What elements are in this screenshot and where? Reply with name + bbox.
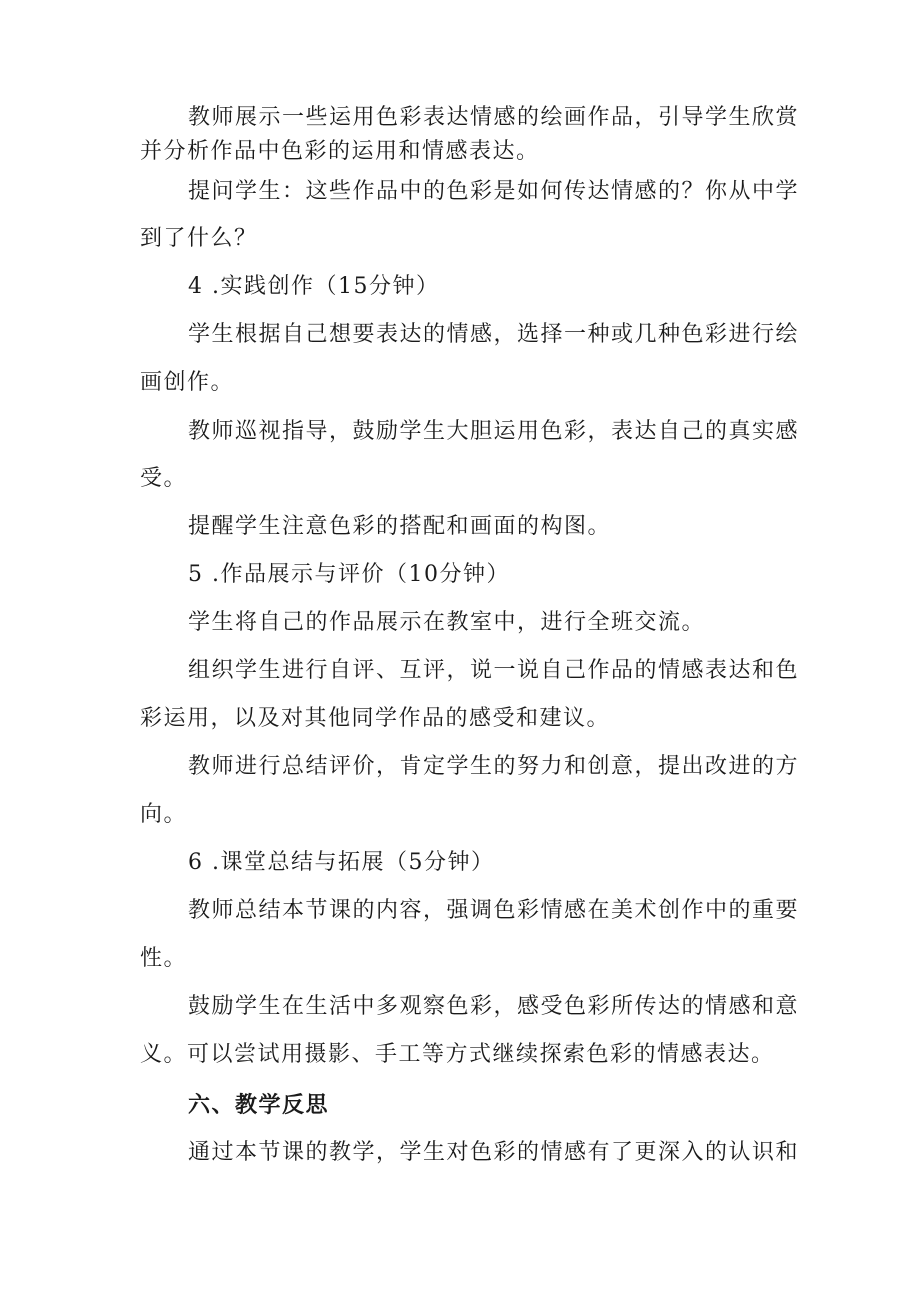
paragraph-line: 向。 (140, 802, 188, 827)
paragraph-line: 受。 (140, 466, 188, 491)
paragraph-line: 鼓励学生在生活中多观察色彩，感受色彩所传达的情感和意 (188, 994, 800, 1019)
section-heading-summary: 6 .课堂总结与拓展（5分钟） (188, 850, 495, 875)
paragraph-line: 并分析作品中色彩的运用和情感表达。 (140, 139, 540, 164)
paragraph-line: 提醒学生注意色彩的搭配和画面的构图。 (188, 514, 612, 539)
paragraph-line: 学生根据自己想要表达的情感，选择一种或几种色彩进行绘 (188, 322, 800, 347)
paragraph-line: 教师总结本节课的内容，强调色彩情感在美术创作中的重要 (188, 898, 800, 923)
paragraph-line: 画创作。 (140, 370, 235, 395)
paragraph-line: 教师展示一些运用色彩表达情感的绘画作品，引导学生欣赏 (188, 105, 800, 130)
section-heading-reflection: 六、教学反思 (188, 1092, 330, 1118)
paragraph-line: 义。可以尝试用摄影、手工等方式继续探索色彩的情感表达。 (140, 1042, 775, 1067)
paragraph-line: 提问学生：这些作品中的色彩是如何传达情感的？你从中学 (188, 179, 800, 204)
paragraph-line: 教师巡视指导，鼓励学生大胆运用色彩，表达自己的真实感 (188, 419, 800, 444)
section-heading-showcase: 5 .作品展示与评价（10分钟） (188, 562, 510, 587)
paragraph-line: 学生将自己的作品展示在教室中，进行全班交流。 (188, 610, 706, 635)
paragraph-line: 彩运用，以及对其他同学作品的感受和建议。 (140, 706, 611, 731)
paragraph-line: 到了什么？ (140, 226, 258, 251)
paragraph-line: 性。 (140, 946, 188, 971)
paragraph-line: 教师进行总结评价，肯定学生的努力和创意，提出改进的方 (188, 754, 800, 779)
paragraph-line: 通过本节课的教学，学生对色彩的情感有了更深入的认识和 (188, 1140, 800, 1165)
paragraph-line: 组织学生进行自评、互评，说一说自己作品的情感表达和色 (188, 658, 800, 683)
section-heading-practice: 4 .实践创作（15分钟） (188, 274, 440, 299)
